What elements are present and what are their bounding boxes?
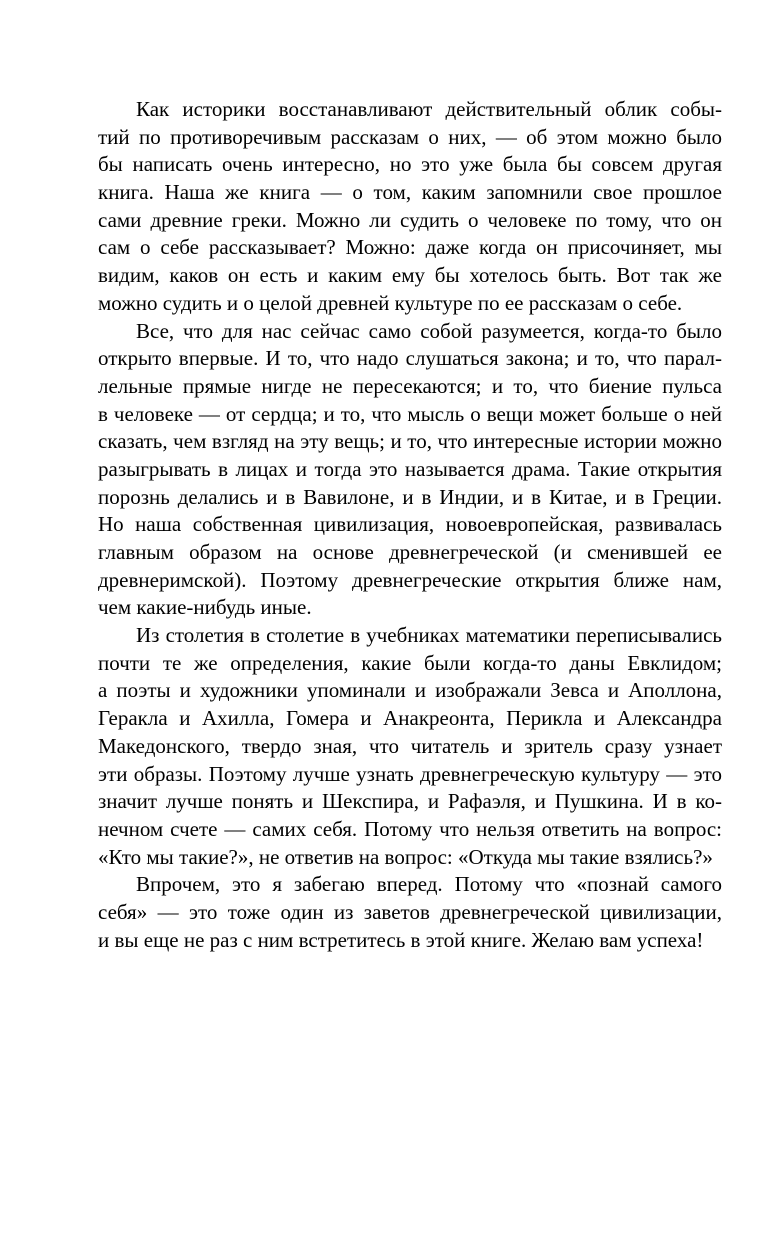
text-line: сами древние греки. Можно ли судить о человеке по тому, что он [98, 207, 722, 232]
text-line: и вы еще не раз с ним встретитесь в этой книге. Желаю вам успеха! [98, 927, 704, 952]
text-line: видим, каков он есть и каким ему бы хотелось быть. Вот так же [98, 263, 722, 288]
text-line: чем какие-нибудь иные. [98, 595, 312, 620]
text-line: «Кто мы такие?», не ответив на вопрос: «Откуда мы такие взялись?» [98, 844, 713, 869]
text-line: значит лучше понять и Шекспира, и Рафаэля, и Пушкина. И в ко- [98, 789, 722, 814]
text-line: бы написать очень интересно, но это уже была бы совсем другая [98, 152, 722, 177]
text-line: Из столетия в столетие в учебниках математики переписывались [136, 623, 722, 648]
text-line: Но наша собственная цивилизация, новоевропейская, развивалась [98, 512, 722, 537]
text-line: в человеке — от сердца; и то, что мысль о вещи может больше о ней [98, 401, 722, 426]
paragraph [98, 96, 722, 318]
text-line: открыто впервые. И то, что надо слушаться закона; и то, что парал- [98, 346, 722, 371]
paragraph [98, 622, 722, 871]
text-line: себя» — это тоже один из заветов древнегреческой цивилизации, [98, 899, 722, 924]
text-block [98, 96, 722, 954]
text-line: древнеримской). Поэтому древнегреческие открытия ближе нам, [98, 567, 722, 592]
text-line: тий по противоречивым рассказам о них, — об этом можно было [98, 124, 722, 149]
text-line: главным образом на основе древнегреческой (и сменившей ее [98, 540, 722, 564]
text-line: Как историки восстанавливают действительный облик собы- [136, 97, 722, 121]
text-line: сказать, чем взгляд на эту вещь; и то, что интересные истории можно [98, 429, 722, 454]
text-line: Геракла и Ахилла, Гомера и Анакреонта, Перикла и Александра [98, 706, 722, 731]
paragraph [98, 318, 722, 623]
text-line: разыгрывать в лицах и тогда это называется драма. Такие открытия [98, 456, 722, 481]
text-line: книга. Наша же книга — о том, каким запомнили свое прошлое [98, 180, 722, 205]
text-line: эти образы. Поэтому лучше узнать древнегреческую культуру — это [98, 761, 722, 786]
text-line: лельные прямые нигде не пересекаются; и то, что биение пульса [98, 373, 722, 398]
text-line: можно судить и о целой древней культуре по ее рассказам о себе. [98, 290, 683, 315]
paragraph [98, 871, 722, 954]
text-line: а поэты и художники упоминали и изображали Зевса и Аполлона, [98, 678, 722, 703]
text-line: порознь делались и в Вавилоне, и в Индии, и в Китае, и в Греции. [98, 484, 722, 509]
text-line: сам о себе рассказывает? Можно: даже когда он присочиняет, мы [98, 235, 722, 260]
text-line: почти те же определения, какие были когда-то даны Евклидом; [98, 650, 722, 675]
text-line: Македонского, твердо зная, что читатель и зритель сразу узнает [98, 733, 722, 758]
text-line: Впрочем, это я забегаю вперед. Потому что «познай самого [136, 872, 722, 897]
text-line: нечном счете — самих себя. Потому что нельзя ответить на вопрос: [98, 816, 722, 841]
text-line: Все, что для нас сейчас само собой разумеется, когда-то было [136, 318, 722, 343]
